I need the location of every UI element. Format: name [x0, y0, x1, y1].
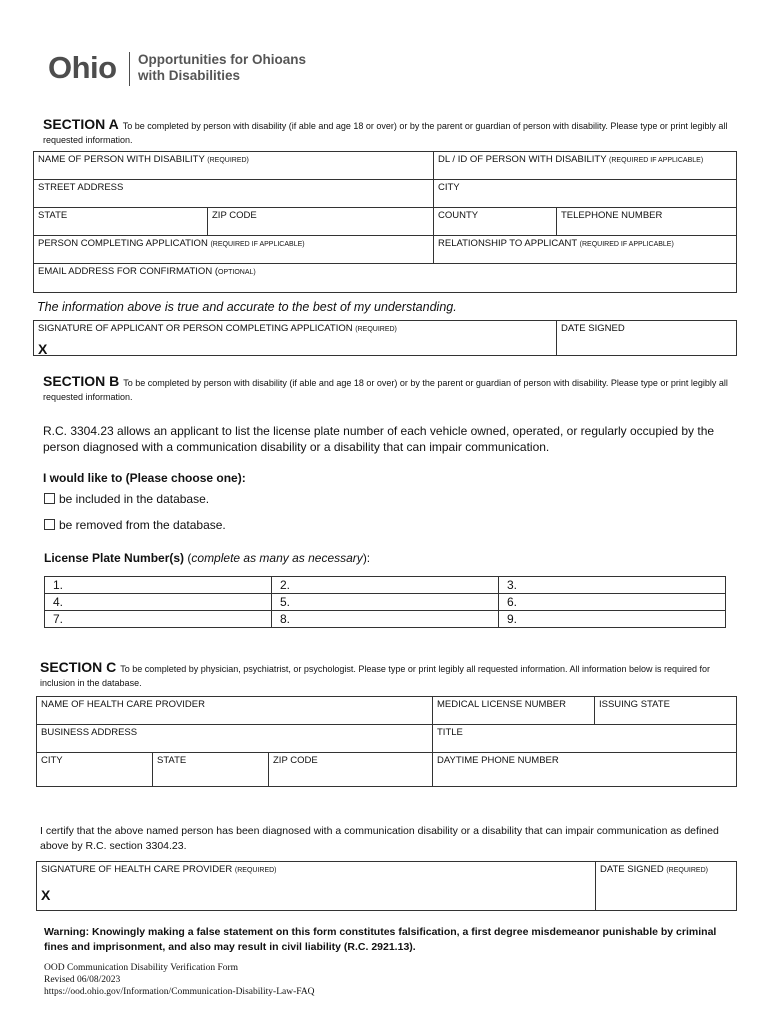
- city-field[interactable]: [433, 179, 737, 208]
- title-label: TITLE: [437, 727, 463, 738]
- plate-cell-8[interactable]: 8.: [272, 611, 499, 628]
- email-field[interactable]: [33, 263, 737, 293]
- zip-label: ZIP CODE: [212, 210, 257, 221]
- state-label: STATE: [38, 210, 68, 221]
- name-note: (REQUIRED): [207, 157, 249, 164]
- section-a-header: [43, 117, 738, 147]
- dl-id-label: DL / ID OF PERSON WITH DISABILITY: [438, 154, 607, 165]
- provider-date-field[interactable]: [595, 861, 737, 911]
- email-label: EMAIL ADDRESS FOR CONFIRMATION (: [38, 266, 218, 277]
- section-c-title: SECTION C: [40, 659, 117, 675]
- section-c-instruction: To be completed by physician, psychiatrist, or psychologist. Please type or print legibly all requested information. All information below is required for inclusion in the database.: [40, 664, 711, 688]
- provider-state-field[interactable]: [152, 752, 269, 787]
- remove-checkbox[interactable]: [44, 519, 55, 530]
- street-field[interactable]: [33, 179, 434, 208]
- telephone-field[interactable]: [556, 207, 737, 236]
- daytime-phone-label: DAYTIME PHONE NUMBER: [437, 755, 559, 766]
- include-checkbox[interactable]: [44, 493, 55, 504]
- provider-name-field[interactable]: [36, 696, 433, 725]
- provider-city-field[interactable]: [36, 752, 153, 787]
- plate-cell-1[interactable]: 1.: [45, 577, 272, 594]
- option-include-label: be included in the database.: [59, 492, 210, 506]
- logo-divider: [129, 52, 130, 86]
- telephone-label: TELEPHONE NUMBER: [561, 210, 663, 221]
- provider-zip-label: ZIP CODE: [273, 755, 318, 766]
- footer-url[interactable]: https://ood.ohio.gov/Information/Communication-Disability-Law-FAQ: [44, 987, 315, 997]
- plate-cell-6[interactable]: 6.: [499, 594, 726, 611]
- daytime-phone-field[interactable]: [432, 752, 737, 787]
- plates-heading: License Plate Number(s) (complete as many as necessary):: [44, 551, 371, 565]
- attestation-text: The information above is true and accurate to the best of my understanding.: [37, 300, 457, 314]
- plates-label: License Plate Number(s): [44, 551, 185, 565]
- person-completing-note: (REQUIRED IF APPLICABLE): [210, 241, 305, 248]
- dl-id-field[interactable]: [433, 151, 737, 180]
- plate-row: [45, 594, 726, 611]
- plate-cell-9[interactable]: 9.: [499, 611, 726, 628]
- section-b-title: SECTION B: [43, 373, 120, 389]
- footer-revised: Revised 06/08/2023: [44, 975, 121, 985]
- section-a-instruction: To be completed by person with disability (if able and age 18 or over) or by the parent or guardian of person with disability. Please type or print legibly all requested information.: [43, 121, 728, 145]
- plate-cell-4[interactable]: 4.: [45, 594, 272, 611]
- plate-cell-3[interactable]: 3.: [499, 577, 726, 594]
- applicant-date-field[interactable]: [556, 320, 737, 356]
- email-note: OPTIONAL): [218, 269, 256, 276]
- footer-form-name: OOD Communication Disability Verification Form: [44, 963, 239, 973]
- relationship-field[interactable]: [433, 235, 737, 264]
- person-completing-field[interactable]: [33, 235, 434, 264]
- statute-text: R.C. 3304.23 allows an applicant to list the license plate number of each vehicle owned, operated, or regularly occupied by the person diagnosed with a communication disability or a disability that can impair communication.: [43, 424, 715, 454]
- business-address-label: BUSINESS ADDRESS: [41, 727, 138, 738]
- agency-name-line1: Opportunities for Ohioans: [138, 52, 306, 67]
- provider-signature-label: SIGNATURE OF HEALTH CARE PROVIDER: [41, 864, 233, 875]
- title-field[interactable]: [432, 724, 737, 753]
- section-a-title: SECTION A: [43, 116, 119, 132]
- applicant-signature-field[interactable]: [33, 320, 557, 356]
- relationship-note: (REQUIRED IF APPLICABLE): [579, 241, 674, 248]
- county-field[interactable]: [433, 207, 557, 236]
- agency-name: [138, 52, 306, 84]
- state-field[interactable]: [33, 207, 208, 236]
- plate-row: [45, 611, 726, 628]
- applicant-signature-label: SIGNATURE OF APPLICANT OR PERSON COMPLETING APPLICATION: [38, 323, 353, 334]
- medical-license-field[interactable]: [432, 696, 595, 725]
- provider-date-note: (REQUIRED): [666, 867, 708, 874]
- provider-zip-field[interactable]: [268, 752, 433, 787]
- name-label: NAME OF PERSON WITH DISABILITY: [38, 154, 205, 165]
- section-b-instruction: To be completed by person with disability (if able and age 18 or over) or by the parent or guardian of person with disability. Please type or print legibly all requested information.: [43, 378, 728, 402]
- section-c-header: [40, 660, 730, 690]
- business-address-field[interactable]: [36, 724, 433, 753]
- certify-text: I certify that the above named person has been diagnosed with a communication disability or a disability that can impair communication as defined above by R.C. section 3304.23.: [40, 825, 719, 852]
- option-remove[interactable]: [44, 517, 226, 533]
- provider-state-label: STATE: [157, 755, 187, 766]
- name-field[interactable]: [33, 151, 434, 180]
- zip-field[interactable]: [207, 207, 434, 236]
- provider-signature-note: (REQUIRED): [234, 867, 277, 874]
- county-label: COUNTY: [438, 210, 479, 221]
- footer: [44, 962, 315, 998]
- plates-note: complete as many as necessary: [191, 551, 363, 565]
- option-remove-label: be removed from the database.: [59, 518, 226, 532]
- issuing-state-field[interactable]: [594, 696, 737, 725]
- section-b-header: [43, 374, 733, 404]
- license-plate-table: [44, 576, 726, 628]
- issuing-state-label: ISSUING STATE: [599, 699, 670, 710]
- option-include[interactable]: [44, 491, 209, 507]
- dl-id-note: (REQUIRED IF APPLICABLE): [609, 157, 704, 164]
- provider-signature-field[interactable]: [36, 861, 596, 911]
- city-label: CITY: [438, 182, 460, 193]
- agency-name-line2: with Disabilities: [138, 68, 241, 83]
- choose-label: I would like to (Please choose one):: [43, 471, 246, 485]
- street-label: STREET ADDRESS: [38, 182, 124, 193]
- applicant-signature-note: (REQUIRED): [355, 326, 397, 333]
- medical-license-label: MEDICAL LICENSE NUMBER: [437, 699, 566, 710]
- provider-name-label: NAME OF HEALTH CARE PROVIDER: [41, 699, 205, 710]
- warning-text: Warning: Knowingly making a false statement on this form constitutes falsification, a first degree misdemeanor punishable by criminal fines and imprisonment, and also may result in civil liability (R.C. 2921.13).: [44, 926, 717, 953]
- relationship-label: RELATIONSHIP TO APPLICANT: [438, 238, 578, 249]
- applicant-date-label: DATE SIGNED: [561, 323, 625, 334]
- provider-signature-x: X: [41, 887, 51, 903]
- plate-cell-7[interactable]: 7.: [45, 611, 272, 628]
- ohio-logo: Ohio: [48, 50, 117, 85]
- plate-cell-5[interactable]: 5.: [272, 594, 499, 611]
- applicant-signature-x: X: [38, 341, 48, 357]
- plate-row: [45, 577, 726, 594]
- plate-cell-2[interactable]: 2.: [272, 577, 499, 594]
- person-completing-label: PERSON COMPLETING APPLICATION: [38, 238, 208, 249]
- provider-date-label: DATE SIGNED: [600, 864, 664, 875]
- provider-city-label: CITY: [41, 755, 63, 766]
